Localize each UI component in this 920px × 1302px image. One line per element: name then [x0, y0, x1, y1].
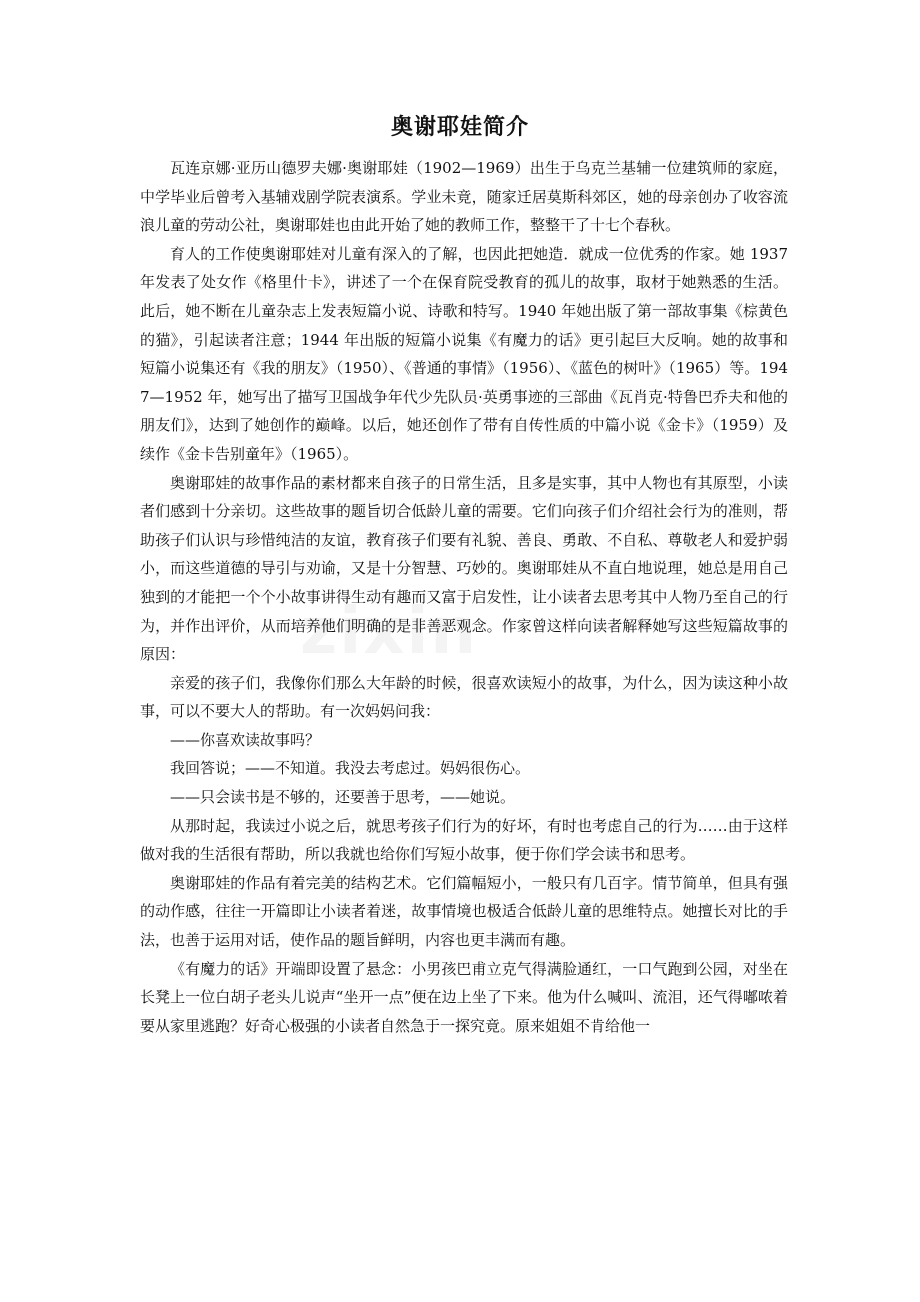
document-body: [140, 154, 788, 1040]
paragraph-dialogue-2: 我回答说；——不知道。我没去考虑过。妈妈很伤心。: [170, 759, 531, 778]
paragraph-quote-intro: 亲爱的孩子们，我像你们那么大年龄的时候，很喜欢读短小的故事，为什么，因为读这种小故事，可以不要大人的帮助。有一次妈妈问我：: [140, 673, 788, 721]
paragraph-dialogue-3: ——只会读书是不够的，还要善于思考，——她说。: [170, 788, 516, 807]
paragraph-magic-words: 《有魔力的话》开端即设置了悬念：小男孩巴甫立克气得满脸通红，一口气跑到公园，对坐在长凳上一位白胡子老头儿说声“坐开一点”便在边上坐了下来。他为什么喊叫、流泪，还气得嘟哝着要从家里逃跑？好奇心极强的小读者自然急于一探究竟。原来姐姐不肯给他一: [140, 959, 788, 1035]
document-title: 奥谢耶娃简介: [390, 115, 529, 140]
paragraph-themes: 奥谢耶娃的故事作品的素材都来自孩子的日常生活，且多是实事，其中人物也有其原型，小读者们感到十分亲切。这些故事的题旨切合低龄儿童的需要。它们向孩子们介绍社会行为的准则，帮助孩子们认识与珍惜纯洁的友谊，教育孩子们要有礼貌、善良、勇敢、不自私、尊敬老人和爱护弱小，而这些道德的导引与劝谕，又是十分智慧、巧妙的。奥谢耶娃从不直白地说理，她总是用自己独到的才能把一个个小故事讲得生动有趣而又富于启发性，让小读者去思考其中人物乃至自己的行为，并作出评价，从而培养他们明确的是非善恶观念。作家曾这样向读者解释她写这些短篇故事的原因：: [140, 473, 788, 664]
paragraph-reflection: 从那时起，我读过小说之后，就思考孩子们行为的好坏，有时也考虑自己的行为……由于这样做对我的生活很有帮助，所以我就也给你们写短小故事，便于你们学会读书和思考。: [140, 816, 788, 864]
watermark: zixin: [300, 595, 478, 669]
paragraph-biography: 瓦连京娜·亚历山德罗夫娜·奥谢耶娃（1902—1969）出生于乌克兰基辅一位建筑师的家庭，中学毕业后曾考入基辅戏剧学院表演系。学业未竟，随家迁居莫斯科郊区，她的母亲创办了收容流浪儿童的劳动公社，奥谢耶娃也由此开始了她的教师工作，整整干了十七个春秋。: [140, 159, 788, 235]
paragraph-dialogue-1: ——你喜欢读故事吗？: [170, 730, 321, 749]
paragraph-career: 育人的工作使奥谢耶娃对儿童有深入的了解，也因此把她造．就成一位优秀的作家。她 1937 年发表了处女作《格里什卡》，讲述了一个在保育院受教育的孤儿的故事，取材于她熟悉的生活。此后，她不断在儿童杂志上发表短篇小说、诗歌和特写。1940 年她出版了第一部故事集《棕黄色的猫》，引起读者注意；1944 年出版的短篇小说集《有魔力的话》更引起巨大反响。她的故事和短篇小说集还有《我的朋友》（1950）、《普通的事情》（1956）、《蓝色的树叶》（1965）等。1947—1952 年，她写出了描写卫国战争年代少先队员·英勇事迹的三部曲《瓦肖克·特鲁巴乔夫和他的朋友们》，达到了她创作的巅峰。以后，她还创作了带有自传性质的中篇小说《金卡》（1959）及续作《金卡告别童年》（1965）。: [140, 244, 788, 463]
paragraph-structure: 奥谢耶娃的作品有着完美的结构艺术。它们篇幅短小，一般只有几百字。情节简单，但具有强的动作感，往往一开篇即让小读者着迷，故事情境也极适合低龄儿童的思维特点。她擅长对比的手法，也善于运用对话，使作品的题旨鲜明，内容也更丰满而有趣。: [140, 873, 788, 950]
